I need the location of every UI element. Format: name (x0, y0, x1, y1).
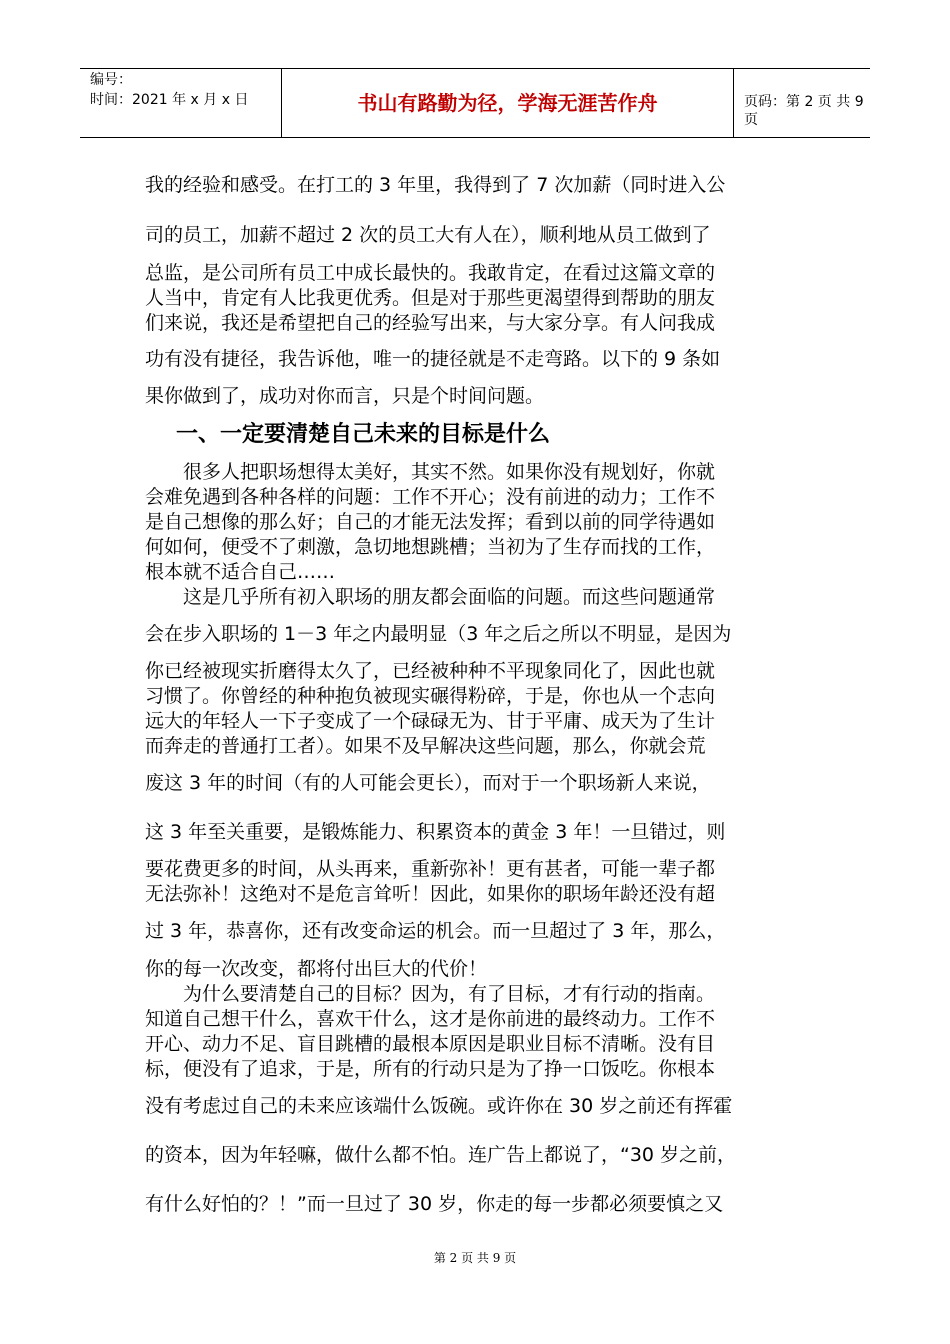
paragraph-line: 功有没有捷径，我告诉他，唯一的捷径就是不走弯路。以下的 9 条如 (145, 348, 721, 370)
paragraph-line: 总监，是公司所有员工中成长最快的。我敢肯定，在看过这篇文章的 (145, 262, 716, 284)
paragraph-line: 果你做到了，成功对你而言，只是个时间问题。 (145, 385, 545, 407)
paragraph-line: 无法弥补！这绝对不是危言耸听！因此，如果你的职场年龄还没有超 (145, 883, 716, 905)
paragraph-line: 有什么好怕的？！”而一旦过了 30 岁，你走的每一步都必须要慎之又 (145, 1193, 724, 1215)
paragraph-line: 你的每一次改变，都将付出巨大的代价！ (145, 958, 488, 980)
paragraph-line: 的资本，因为年轻嘛，做什么都不怕。连广告上都说了，“30 岁之前， (145, 1144, 737, 1166)
paragraph-line: 司的员工，加薪不超过 2 次的员工大有人在），顺利地从员工做到了 (145, 224, 711, 246)
paragraph-line: 这是几乎所有初入职场的朋友都会面临的问题。而这些问题通常 (183, 586, 716, 608)
paragraph-line: 根本就不适合自己…… (145, 561, 336, 583)
number-label: 编号： (90, 72, 132, 88)
page-info: 页码：第 2 页 共 9 页 (744, 94, 864, 128)
paragraph-line: 远大的年轻人一下子变成了一个碌碌无为、甘于平庸、成天为了生计 (145, 710, 716, 732)
paragraph-line: 你已经被现实折磨得太久了，已经被种种不平现象同化了，因此也就 (145, 660, 716, 682)
page-footer: 第 2 页 共 9 页 (433, 1251, 517, 1265)
header-page-cell (734, 69, 870, 137)
section-heading: 一、一定要清楚自己未来的目标是什么 (176, 422, 551, 447)
paragraph-line: 习惯了。你曾经的种种抱负被现实碾得粉碎，于是，你也从一个志向 (145, 685, 716, 707)
paragraph-line: 知道自己想干什么，喜欢干什么，这才是你前进的最终动力。工作不 (145, 1008, 716, 1030)
paragraph-line: 标，便没有了追求，于是，所有的行动只是为了挣一口饭吃。你根本 (145, 1058, 716, 1080)
paragraph-line: 这 3 年至关重要，是锻炼能力、积累资本的黄金 3 年！一旦错过，则 (145, 821, 726, 843)
motto: 书山有路勤为径，学海无涯苦作舟 (357, 91, 658, 115)
header-meta-cell (80, 69, 282, 137)
paragraph-line: 废这 3 年的时间（有的人可能会更长），而对于一个职场新人来说， (145, 772, 711, 794)
paragraph-line: 我的经验和感受。在打工的 3 年里，我得到了 7 次加薪（同时进入公 (145, 174, 726, 196)
paragraph-line: 会在步入职场的 1－3 年之内最明显（3 年之后之所以不明显，是因为 (145, 623, 732, 645)
paragraph-line: 没有考虑过自己的未来应该端什么饭碗。或许你在 30 岁之前还有挥霍 (145, 1095, 733, 1117)
paragraph-line: 何如何，便受不了刺激，急切地想跳槽；当初为了生存而找的工作， (145, 536, 716, 558)
paragraph-line: 人当中，肯定有人比我更优秀。但是对于那些更渴望得到帮助的朋友 (145, 287, 716, 309)
paragraph-line: 们来说，我还是希望把自己的经验写出来，与大家分享。有人问我成 (145, 312, 716, 334)
date-line: 时间：2021 年 x 月 x 日 (90, 92, 249, 108)
paragraph-line: 要花费更多的时间，从头再来，重新弥补！更有甚者，可能一辈子都 (145, 858, 716, 880)
paragraph-line: 过 3 年，恭喜你，还有改变命运的机会。而一旦超过了 3 年，那么， (145, 920, 726, 942)
header-motto-cell (282, 69, 734, 137)
paragraph-line: 是自己想像的那么好；自己的才能无法发挥；看到以前的同学待遇如 (145, 511, 716, 533)
paragraph-line: 开心、动力不足、盲目跳槽的最根本原因是职业目标不清晰。没有目 (145, 1033, 716, 1055)
paragraph-line: 很多人把职场想得太美好，其实不然。如果你没有规划好，你就 (183, 461, 716, 483)
page-header (80, 68, 870, 138)
paragraph-line: 会难免遇到各种各样的问题：工作不开心；没有前进的动力；工作不 (145, 486, 716, 508)
paragraph-line: 而奔走的普通打工者）。如果不及早解决这些问题，那么，你就会荒 (145, 735, 706, 757)
paragraph-line: 为什么要清楚自己的目标？因为，有了目标，才有行动的指南。 (183, 983, 716, 1005)
